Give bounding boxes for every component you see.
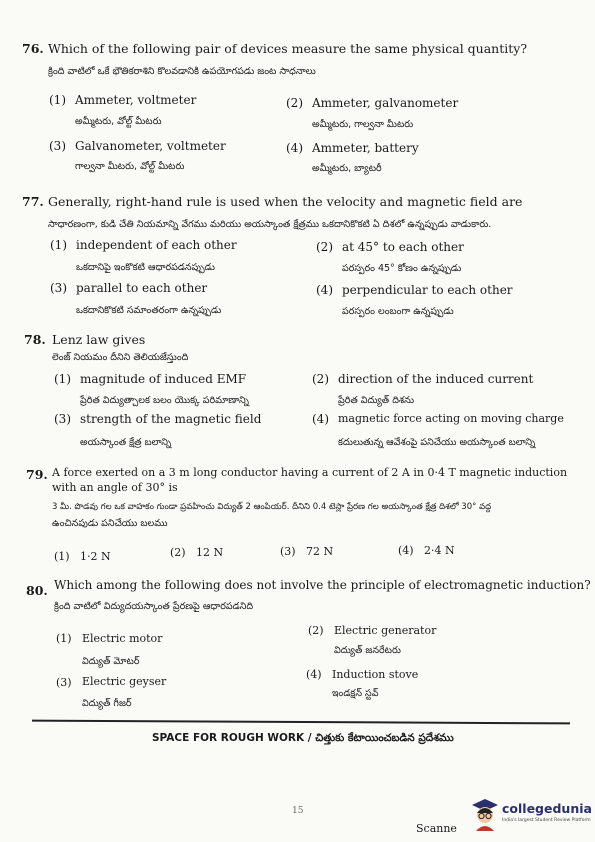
question-text-telugu: లెంజ్ నియమం దీనిని తెలియజేస్తుంది: [52, 352, 189, 363]
option-text: strength of the magnetic field: [80, 412, 262, 426]
question-number: 80.: [26, 583, 48, 598]
question-number: 78.: [24, 332, 46, 347]
question-text-telugu: క్రింది వాటిలో ఒకే భౌతికరాశిని కొలవడానికి ఉపయోగపడు జంట సాధనాలు: [48, 66, 316, 77]
option-number: (1): [56, 632, 72, 645]
option-text: Ammeter, galvanometer: [312, 96, 459, 110]
question-text: Which of the following pair of devices measure the same physical quantity?: [48, 41, 528, 56]
rough-work-divider: [32, 720, 570, 725]
option-number: (4): [312, 412, 329, 426]
option-text-telugu: పరస్పరం 45° కోణం ఉన్నప్పుడు: [342, 263, 462, 274]
rough-work-label: SPACE FOR ROUGH WORK / చిత్తుకు కేటాయించబడిన ప్రదేశము: [152, 732, 454, 744]
option-text-telugu: అమ్మీటరు, బ్యాటరీ: [312, 163, 382, 174]
option-text-telugu: విద్యుత్ మోటర్: [82, 656, 140, 667]
logo-wordmark: collegedunia: [502, 801, 592, 816]
option-text: magnitude of induced EMF: [80, 372, 247, 386]
question-text: Lenz law gives: [52, 332, 146, 347]
option-number: (1): [49, 93, 66, 107]
option-text: direction of the induced current: [338, 372, 534, 386]
option-number: (3): [56, 676, 72, 689]
option-text: Induction stove: [332, 668, 419, 681]
option-text: 12 N: [196, 546, 224, 559]
option-text-telugu: ఒకదానికొకటి సమాంతరంగా ఉన్నప్పుడు: [76, 305, 222, 316]
question-text: Generally, right-hand rule is used when the velocity and magnetic field are: [48, 194, 523, 209]
question-text-telugu: 3 మీ. పొడవు గల ఒక వాహకం గుండా ప్రవహించు విద్యుత్ 2 ఆంపియర్. దీనిని 0.4 టెస్లా ప్రేరణ గల అయస్కాంత క్షేత్ర దిశలో 30° వద్ద: [52, 502, 492, 512]
option-text: at 45° to each other: [342, 240, 464, 254]
option-text-telugu: ప్రేరిత విద్యుత్ దిశను: [338, 395, 415, 406]
question-text: A force exerted on a 3 m long conductor having a current of 2 A in 0·4 T magnetic induction: [52, 466, 568, 479]
option-number: (4): [306, 668, 322, 681]
option-number: (4): [316, 283, 333, 297]
option-text: Electric motor: [82, 632, 163, 645]
option-number: (1): [50, 238, 67, 252]
option-text: Galvanometer, voltmeter: [75, 139, 226, 153]
option-text-telugu: కదులుతున్న ఆవేశంపై పనిచేయు అయస్కాంత బలాన్ని: [338, 437, 536, 448]
option-text: independent of each other: [76, 238, 237, 252]
option-text-telugu: ప్రేరిత విద్యుత్చాలక బలం యొక్క పరిమాణాన్ని: [80, 395, 249, 406]
option-text-telugu: అమ్మీటరు, గాల్వనా మీటరు: [312, 119, 414, 130]
option-text: Electric generator: [334, 624, 437, 637]
option-number: (2): [170, 546, 186, 559]
logo-tagline: India's largest Student Review Platform: [502, 818, 591, 823]
scanned-watermark: Scanne: [416, 822, 457, 835]
option-number: (1): [54, 372, 71, 386]
option-text-telugu: అమ్మీటరు, వోల్ట్ మీటరు: [75, 116, 162, 127]
question-number: 76.: [22, 41, 44, 56]
option-number: (1): [54, 550, 70, 563]
option-number: (2): [308, 624, 324, 637]
option-number: (2): [312, 372, 329, 386]
option-text: parallel to each other: [76, 281, 208, 295]
option-text: 1·2 N: [80, 550, 111, 563]
option-text: Ammeter, battery: [312, 141, 419, 155]
option-text-telugu: ఒకదానిపై ఇంకొకటి ఆధారపడనప్పుడు: [76, 262, 215, 273]
option-number: (4): [286, 141, 303, 155]
option-number: (3): [54, 412, 71, 426]
question-text: Which among the following does not involve the principle of electromagnetic induction?: [54, 578, 591, 592]
option-number: (2): [286, 96, 303, 110]
question-text-telugu: సాధారణంగా, కుడి చేతి నియమాన్ని వేగము మరియు అయస్కాంత క్షేత్రము ఒకదానికొకటి ఏ దిశలో ఉన్నప్పుడు వాడుకారు.: [48, 219, 492, 230]
option-text: 72 N: [306, 545, 334, 558]
option-text: Electric geyser: [82, 675, 167, 688]
option-text-telugu: పరస్పరం లంబంగా ఉన్నప్పుడు: [342, 306, 454, 317]
option-number: (3): [50, 281, 67, 295]
option-text-telugu: ఇండక్షన్ స్టవ్: [332, 688, 379, 699]
option-number: (4): [398, 544, 414, 557]
question-number: 79.: [26, 467, 48, 482]
option-text-telugu: విద్యుత్ గీజర్: [82, 698, 132, 709]
option-number: (2): [316, 240, 333, 254]
page-number: 15: [292, 806, 304, 816]
option-number: (3): [49, 139, 66, 153]
option-text: Ammeter, voltmeter: [75, 93, 197, 107]
collegedunia-logo: [468, 795, 593, 835]
option-text: perpendicular to each other: [342, 283, 513, 297]
option-text-telugu: అయస్కాంత క్షేత్ర బలాన్ని: [80, 437, 172, 448]
option-text: magnetic force acting on moving charge: [338, 412, 564, 425]
question-text-telugu: క్రింది వాటిలో విద్యుదయస్కాంత ప్రేరణపై ఆధారపడనిది: [54, 601, 254, 612]
option-text: 2·4 N: [424, 544, 455, 557]
question-text-telugu: ఉంచినపుడు పనిచేయు బలము: [52, 518, 168, 529]
student-mascot-icon: [470, 797, 500, 831]
option-text-telugu: గాల్వనా మీటరు, వోల్ట్ మీటరు: [75, 161, 185, 172]
question-number: 77.: [22, 194, 44, 209]
option-text-telugu: విద్యుత్ జనరేటరు: [334, 645, 401, 656]
option-number: (3): [280, 545, 296, 558]
question-text: with an angle of 30° is: [52, 481, 178, 494]
